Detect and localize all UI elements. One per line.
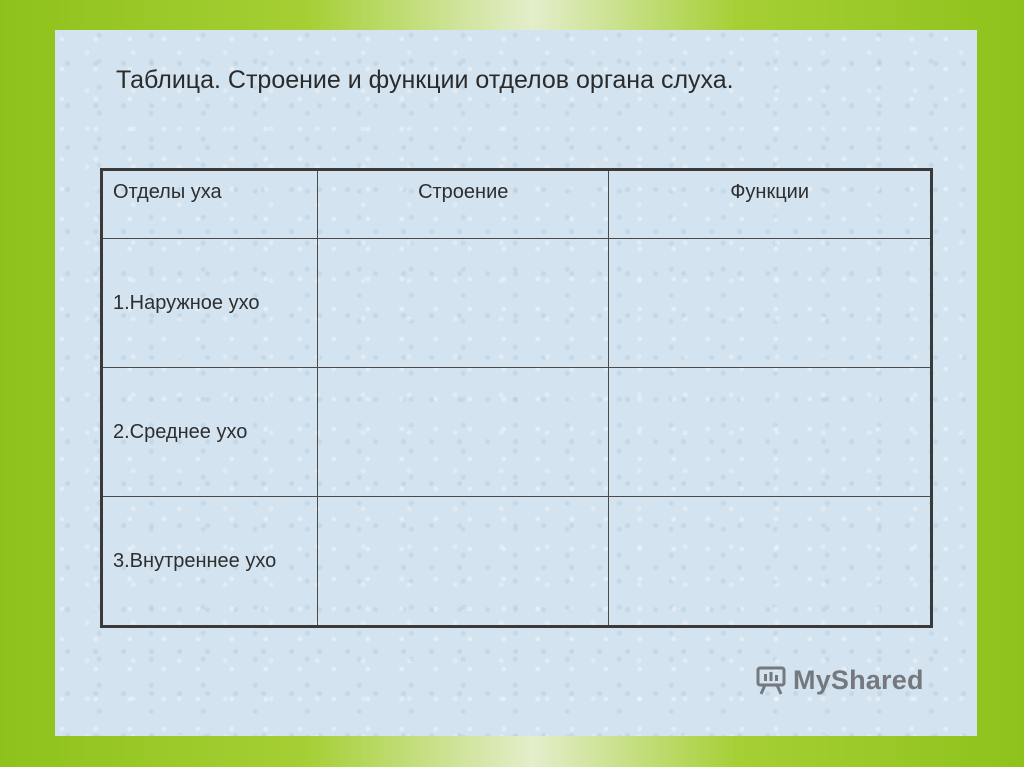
header-ear-parts: Отделы уха [102,170,318,239]
header-functions: Функции [609,170,932,239]
cell-part-inner-ear: 3.Внутреннее ухо [102,497,318,627]
presentation-board-icon [755,664,787,696]
cell-structure-inner-ear [318,497,609,627]
table-row [102,239,932,368]
slide [55,30,977,736]
cell-functions-middle-ear [609,368,932,497]
table-row [102,368,932,497]
table-row [102,497,932,627]
cell-structure-outer-ear [318,239,609,368]
cell-functions-inner-ear [609,497,932,627]
slide-title: Таблица. Строение и функции отделов органа слуха. [116,66,734,94]
ear-parts-table [100,168,933,628]
table-header-row [102,170,932,239]
cell-structure-middle-ear [318,368,609,497]
cell-part-outer-ear: 1.Наружное ухо [102,239,318,368]
header-structure: Строение [318,170,609,239]
cell-functions-outer-ear [609,239,932,368]
watermark-text: MyShared [793,664,924,695]
myshared-watermark [755,664,924,696]
cell-part-middle-ear: 2.Среднее ухо [102,368,318,497]
